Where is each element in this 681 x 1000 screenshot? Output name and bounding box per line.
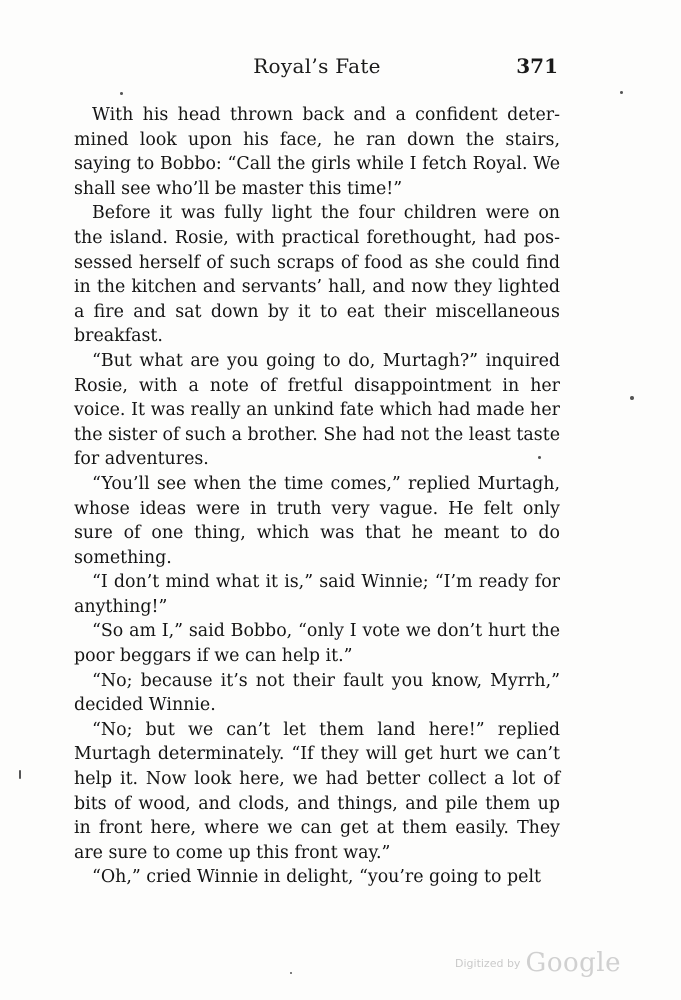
paragraph: “You’ll see when the time comes,” replied Murtagh, whose ideas were in truth very vague. He felt only sure of one thing, which was that he meant to do something. bbox=[74, 473, 560, 568]
watermark-prefix: Digitized by bbox=[455, 957, 521, 970]
page-header bbox=[74, 54, 560, 84]
paragraph: Before it was fully light the four children were on the island. Rosie, with practical forethought, had possessed herself of such scraps of food as she could find in the kitchen and servants’ hall, and now they lighted a fire and sat down by it to eat their miscellaneous breakfast. bbox=[74, 203, 560, 347]
scan-speck bbox=[620, 91, 623, 94]
page-number: 371 bbox=[516, 54, 558, 78]
paragraph: “I don’t mind what it is,” said Winnie; “I’m ready for anything!” bbox=[74, 572, 560, 617]
paragraph: “No; but we can’t let them land here!” replied Murtagh determinately. “If they will get hurt we can’t help it. Now look here, we had better collect a lot of bits of wood, and clods, and things, and pile them up in front here, where we can get at them easily. They are sure to come up this front way.” bbox=[74, 719, 560, 863]
scan-speck bbox=[630, 396, 634, 400]
paragraph: “So am I,” said Bobbo, “only I vote we don’t hurt the poor beggars if we can help it.” bbox=[74, 621, 560, 667]
paragraph: “No; because it’s not their fault you know, Myrrh,” decided Winnie. bbox=[74, 670, 560, 716]
scan-speck bbox=[19, 770, 21, 779]
paragraph: “Oh,” cried Winnie in delight, “you’re going to pelt bbox=[92, 867, 542, 888]
digitized-watermark bbox=[455, 948, 621, 978]
paragraph: With his head thrown back and a confident determined look upon his face, he ran down the stairs, saying to Bobbo: “Call the girls while I fetch Royal. We shall see who’ll be master this time!” bbox=[74, 105, 560, 199]
body-text bbox=[74, 103, 560, 890]
running-title: Royal’s Fate bbox=[253, 54, 381, 78]
scan-speck bbox=[120, 92, 123, 95]
scan-speck bbox=[290, 972, 292, 974]
scan-speck bbox=[538, 456, 541, 459]
paragraph: “But what are you going to do, Murtagh?” inquired Rosie, with a note of fretful disappointment in her voice. It was really an unkind fate which had made her the sister of such a brother. She had not the least taste for adventures. bbox=[74, 350, 560, 470]
google-logo: Google bbox=[525, 948, 621, 978]
